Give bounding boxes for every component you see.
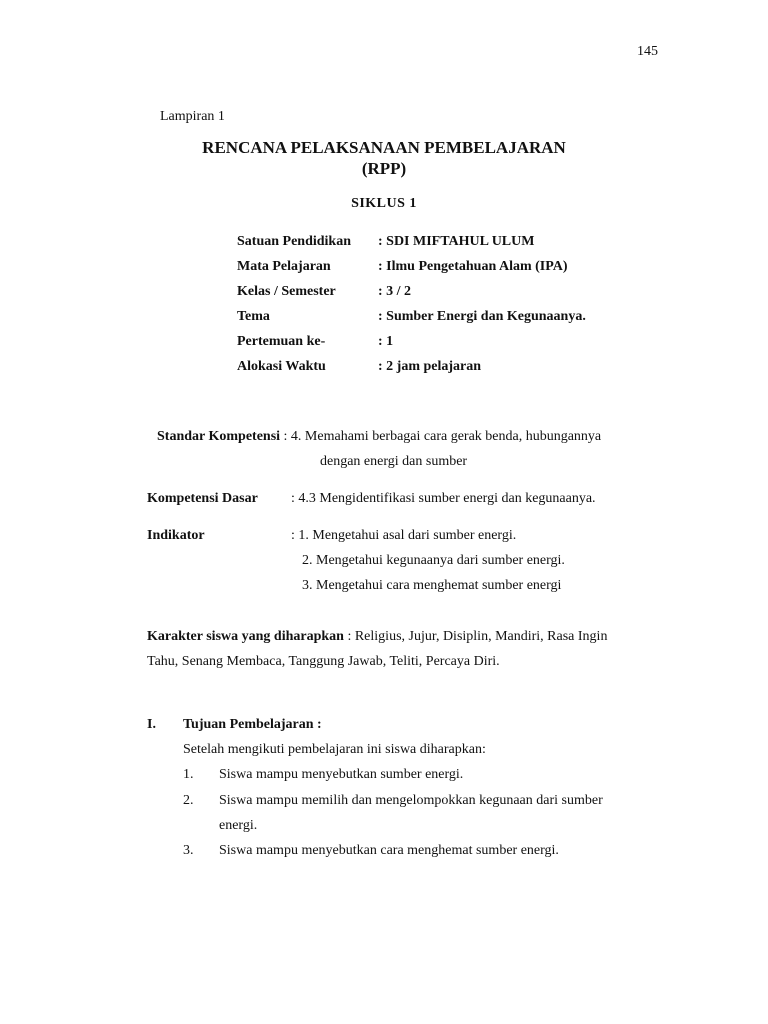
document-title: RENCANA PELAKSANAAN PEMBELAJARAN bbox=[202, 138, 566, 157]
list-item: Siswa mampu memilih dan mengelompokkan kegunaan dari sumber bbox=[219, 793, 603, 808]
document-title-abbrev: (RPP) bbox=[361, 159, 407, 178]
standar-value: : 4. Memahami berbagai cara gerak benda, hubungannya bbox=[283, 429, 602, 444]
indikator-label: Indikator bbox=[147, 528, 205, 543]
identity-value: : 1 bbox=[378, 334, 394, 349]
karakter-value: : Religius, Jujur, Disiplin, Mandiri, Rasa Ingin bbox=[347, 629, 608, 644]
kompetensi-dasar-label: Kompetensi Dasar bbox=[147, 491, 258, 506]
appendix-label: Lampiran 1 bbox=[160, 109, 225, 124]
identity-label: Tema bbox=[237, 309, 270, 324]
identity-label: Alokasi Waktu bbox=[237, 359, 326, 374]
cycle-heading: SIKLUS 1 bbox=[351, 196, 417, 211]
list-item-number: 3. bbox=[183, 843, 194, 858]
list-item-number: 2. bbox=[183, 793, 194, 808]
indikator-item: 3. Mengetahui cara menghemat sumber energi bbox=[302, 578, 562, 593]
list-item-cont: energi. bbox=[219, 818, 258, 833]
standar-value-cont: dengan energi dan sumber bbox=[320, 454, 468, 469]
section-number: I. bbox=[147, 717, 156, 732]
identity-value: : 3 / 2 bbox=[378, 284, 412, 299]
standar-kompetensi bbox=[157, 429, 601, 446]
list-item: Siswa mampu menyebutkan sumber energi. bbox=[219, 767, 464, 782]
standar-label: Standar Kompetensi bbox=[157, 429, 281, 444]
page-number: 145 bbox=[637, 44, 658, 59]
karakter-label: Karakter siswa yang diharapkan bbox=[147, 629, 344, 644]
karakter-line bbox=[147, 629, 607, 646]
list-item: Siswa mampu menyebutkan cara menghemat sumber energi. bbox=[219, 843, 559, 858]
identity-label: Pertemuan ke- bbox=[237, 334, 326, 349]
identity-value: : 2 jam pelajaran bbox=[378, 359, 482, 374]
section-heading: Tujuan Pembelajaran : bbox=[183, 717, 322, 732]
identity-label: Satuan Pendidikan bbox=[237, 234, 351, 249]
indikator-item: : 1. Mengetahui asal dari sumber energi. bbox=[291, 528, 517, 543]
identity-label: Kelas / Semester bbox=[237, 284, 336, 299]
indikator-item: 2. Mengetahui kegunaanya dari sumber energi. bbox=[302, 553, 565, 568]
identity-value: : SDI MIFTAHUL ULUM bbox=[378, 234, 535, 249]
identity-label: Mata Pelajaran bbox=[237, 259, 331, 274]
karakter-value-cont: Tahu, Senang Membaca, Tanggung Jawab, Teliti, Percaya Diri. bbox=[147, 654, 500, 669]
section-intro: Setelah mengikuti pembelajaran ini siswa diharapkan: bbox=[183, 742, 486, 757]
list-item-number: 1. bbox=[183, 767, 194, 782]
identity-value: : Sumber Energi dan Kegunaanya. bbox=[378, 309, 586, 324]
kompetensi-dasar-value: : 4.3 Mengidentifikasi sumber energi dan kegunaanya. bbox=[291, 491, 596, 506]
identity-value: : Ilmu Pengetahuan Alam (IPA) bbox=[378, 259, 568, 274]
